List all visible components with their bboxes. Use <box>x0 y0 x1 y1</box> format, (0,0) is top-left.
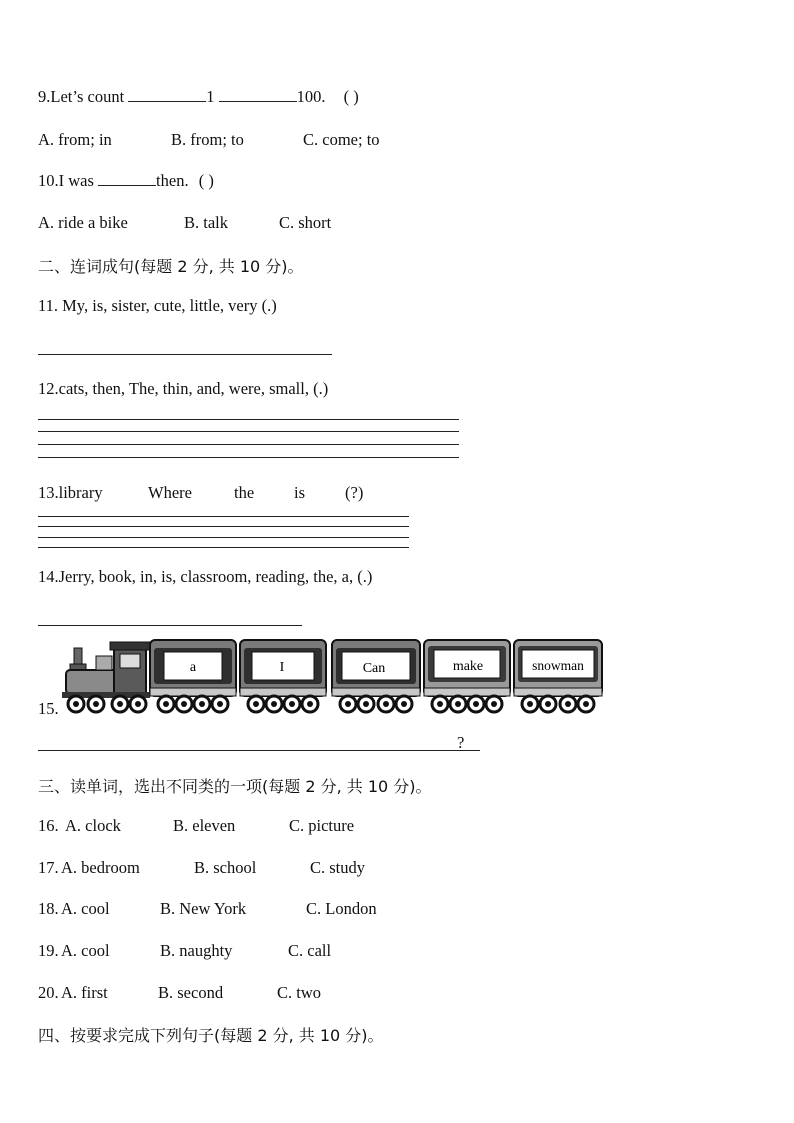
option-a: A. cool <box>61 899 110 918</box>
answer-line[interactable] <box>38 516 409 517</box>
writing-guide-line <box>38 431 459 432</box>
option-b: B. eleven <box>173 816 236 835</box>
question-13 <box>38 483 458 503</box>
writing-guide-line <box>38 444 459 445</box>
question-text: Let’s count <box>50 87 125 106</box>
writing-guide-line <box>38 526 409 527</box>
writing-guide-line <box>38 457 459 458</box>
option-b: B. New York <box>160 899 247 918</box>
question-9 <box>38 87 359 107</box>
train-car-5 <box>514 640 602 712</box>
option-b: B. from; to <box>171 130 244 149</box>
section-4-title: 四、按要求完成下列句子(每题 2 分, 共 10 分)。 <box>38 1026 384 1045</box>
question-text: then. <box>156 171 189 190</box>
train-illustration <box>60 636 605 716</box>
answer-blank[interactable] <box>128 87 206 102</box>
question-number-15: 15. <box>38 699 59 718</box>
question-10 <box>38 171 214 191</box>
train-car-3 <box>332 640 420 712</box>
question-14: 14.Jerry, book, in, is, classroom, reading, the, a, (.) <box>38 567 373 586</box>
answer-paren[interactable]: ( ) <box>198 171 214 190</box>
answer-line[interactable] <box>38 750 480 751</box>
option-a: A. ride a bike <box>38 213 128 232</box>
question-number-16: 16. <box>38 816 59 835</box>
word-3: the <box>234 483 255 502</box>
car-word: make <box>452 659 484 674</box>
option-c: C. picture <box>289 816 355 835</box>
car-word: snowman <box>532 658 584 673</box>
question-text: 100. <box>296 87 326 106</box>
option-c: C. come; to <box>303 130 380 149</box>
option-c: C. two <box>277 983 322 1002</box>
question-number: 10. <box>38 171 59 190</box>
answer-blank[interactable] <box>219 87 297 102</box>
answer-line[interactable] <box>38 625 302 626</box>
end-mark: ? <box>457 733 465 752</box>
section-3-title: 三、读单词，选出不同类的一项(每题 2 分, 共 10 分)。 <box>38 777 432 796</box>
word-1: library <box>58 483 103 502</box>
writing-guide-line <box>38 547 409 548</box>
question-number-18: 18. <box>38 899 59 918</box>
option-b: B. naughty <box>160 941 233 960</box>
answer-blank[interactable] <box>98 171 156 186</box>
question-number-17: 17. <box>38 858 59 877</box>
option-c: C. short <box>279 213 332 232</box>
word-4: is <box>294 483 306 502</box>
question-number: 13. <box>38 483 59 502</box>
word-5: (?) <box>345 483 364 502</box>
word-2: Where <box>148 483 192 502</box>
option-c: C. London <box>306 899 377 918</box>
car-word: I <box>279 660 285 675</box>
option-c: C. study <box>310 858 366 877</box>
question-11: 11. My, is, sister, cute, little, very (.) <box>38 296 277 315</box>
question-number-19: 19. <box>38 941 59 960</box>
answer-paren[interactable]: ( ) <box>343 87 359 106</box>
option-b: B. school <box>194 858 257 877</box>
writing-guide-line <box>38 537 409 538</box>
car-word: Can <box>362 661 386 676</box>
train-car-4 <box>424 640 510 712</box>
car-word: a <box>189 660 197 675</box>
option-b: B. second <box>158 983 224 1002</box>
option-a: A. cool <box>61 941 110 960</box>
option-c: C. call <box>288 941 332 960</box>
option-a: A. bedroom <box>61 858 140 877</box>
option-a: A. first <box>61 983 108 1002</box>
question-number: 9. <box>38 87 51 106</box>
question-12: 12.cats, then, The, thin, and, were, small, (.) <box>38 379 329 398</box>
option-b: B. talk <box>184 213 228 232</box>
option-a: A. from; in <box>38 130 112 149</box>
answer-line[interactable] <box>38 354 332 355</box>
section-2-title: 二、连词成句(每题 2 分, 共 10 分)。 <box>38 257 304 276</box>
locomotive-icon <box>62 642 150 712</box>
train-car-1 <box>150 640 236 712</box>
question-number-20: 20. <box>38 983 59 1002</box>
question-text: 1 <box>206 87 215 106</box>
option-a: A. clock <box>65 816 121 835</box>
question-text: I was <box>58 171 94 190</box>
train-car-2 <box>240 640 326 712</box>
answer-line[interactable] <box>38 419 459 420</box>
